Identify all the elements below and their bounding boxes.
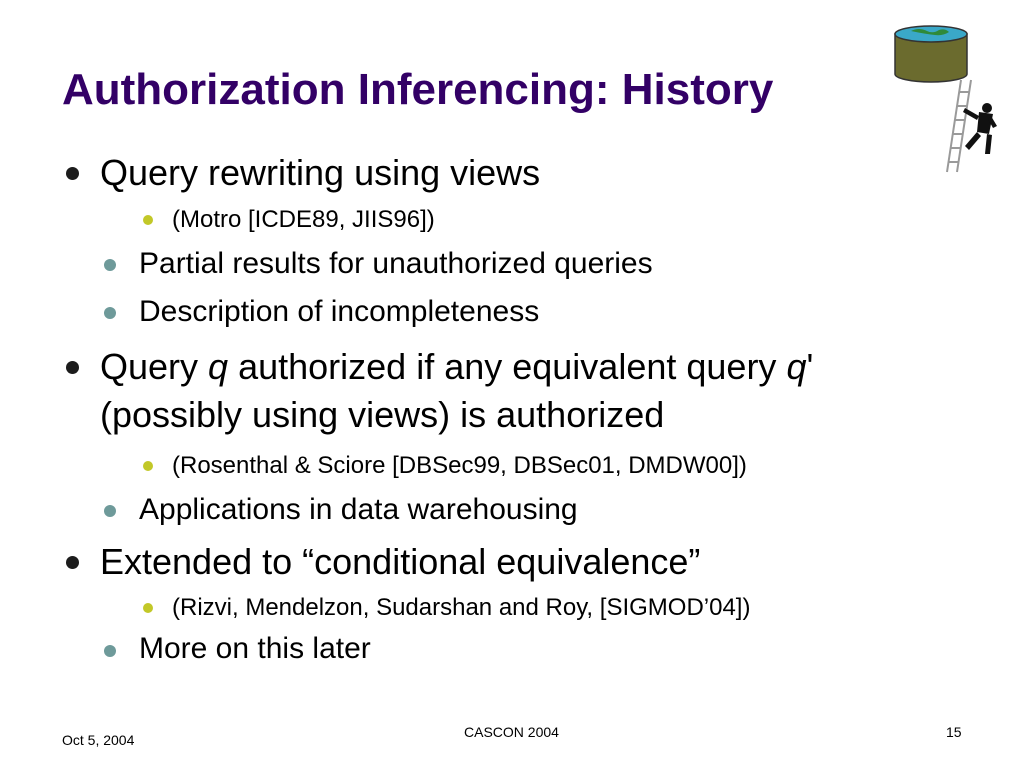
bullet-text: Query: [100, 346, 209, 387]
bullet-icon: [66, 167, 79, 180]
footer-date: Oct 5, 2004: [62, 732, 135, 748]
bullet-icon: [66, 556, 79, 569]
bullet-item: (Motro [ICDE89, JIIS96]): [172, 206, 435, 233]
bullet-item: More on this later: [139, 632, 371, 665]
bullet-icon: [143, 461, 153, 471]
bullet-icon: [104, 259, 116, 271]
variable-q-prime: q: [786, 346, 807, 387]
variable-q: q: [208, 346, 229, 387]
bullet-icon: [66, 361, 79, 374]
bullet-item: [100, 345, 813, 389]
bullet-icon: [143, 215, 153, 225]
bullet-item: Partial results for unauthorized queries: [139, 247, 653, 280]
bullet-item: (Rosenthal & Sciore [DBSec99, DBSec01, DMDW00]): [172, 452, 747, 479]
bullet-text: authorized if any equivalent query: [228, 346, 787, 387]
bullet-item: Query rewriting using views: [100, 152, 541, 193]
footer-conference: CASCON 2004: [464, 724, 559, 740]
bullet-icon: [104, 307, 116, 319]
bullet-item: Extended to “conditional equivalence”: [100, 541, 701, 582]
bullet-item: Applications in data warehousing: [139, 493, 578, 526]
bullet-item-continuation: (possibly using views) is authorized: [100, 394, 665, 435]
bullet-item: Description of incompleteness: [139, 295, 540, 328]
footer-page-number: 15: [946, 724, 962, 740]
bullet-icon: [104, 505, 116, 517]
bullet-item: (Rizvi, Mendelzon, Sudarshan and Roy, [SIGMOD’04]): [172, 594, 751, 621]
slide-title: Authorization Inferencing: History: [62, 65, 774, 114]
bullet-icon: [104, 645, 116, 657]
bullet-icon: [143, 603, 153, 613]
prime-mark: ': [806, 346, 814, 387]
